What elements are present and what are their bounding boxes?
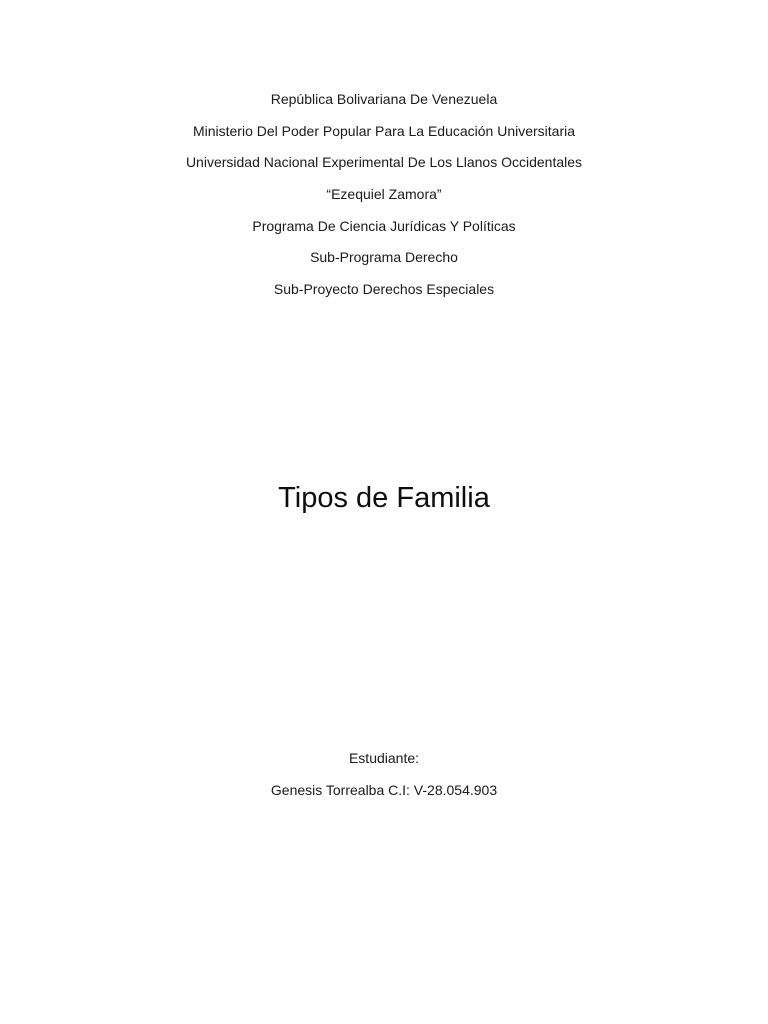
header-country: República Bolivariana De Venezuela — [270, 91, 498, 107]
header-program: Programa De Ciencia Jurídicas Y Políticas — [252, 218, 516, 234]
student-name: Genesis Torrealba C.I: V-28.054.903 — [270, 782, 498, 798]
header-subproject: Sub-Proyecto Derechos Especiales — [273, 281, 495, 297]
header-university: Universidad Nacional Experimental De Los Llanos Occidentales — [185, 154, 583, 170]
header-university-name: “Ezequiel Zamora” — [326, 186, 442, 202]
student-label: Estudiante: — [348, 750, 420, 766]
document-title: Tipos de Familia — [278, 482, 490, 514]
header-ministry: Ministerio Del Poder Popular Para La Educación Universitaria — [192, 123, 576, 139]
header-subprogram: Sub-Programa Derecho — [310, 249, 458, 265]
